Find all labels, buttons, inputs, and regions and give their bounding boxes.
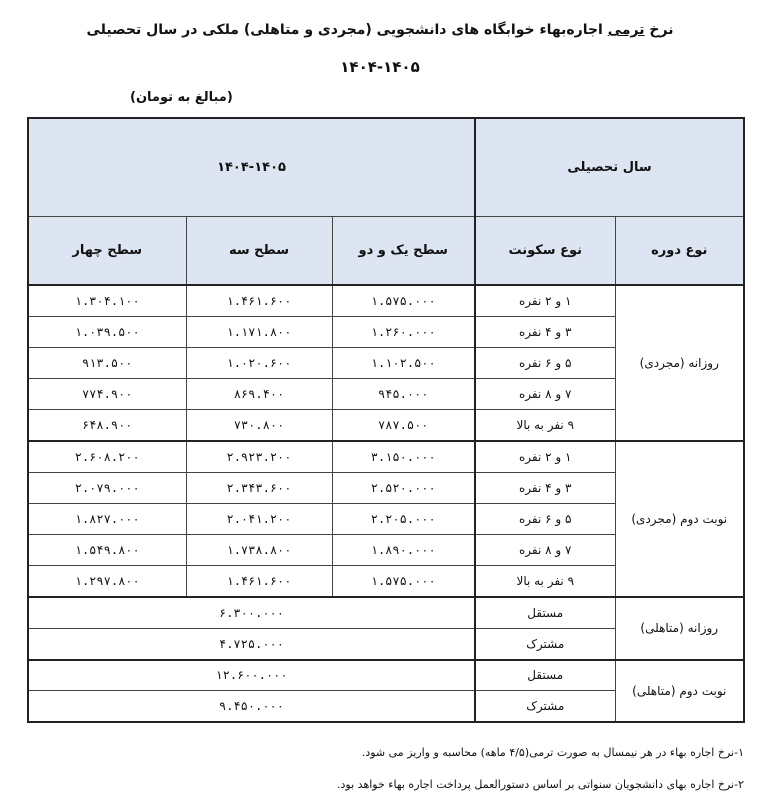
cell-level-4: ۲.۶۰۸.۲۰۰ — [28, 441, 186, 472]
cell-level-3: ۱.۴۶۱.۶۰۰ — [186, 566, 332, 597]
cell-occupancy: ۹ نفر به بالا — [475, 410, 615, 441]
cell-occupancy: ۱ و ۲ نفره — [475, 285, 615, 316]
cell-level-3: ۲.۹۲۳.۲۰۰ — [186, 441, 332, 472]
cell-level-4: ۷۷۴.۹۰۰ — [28, 379, 186, 410]
cell-married-value: ۴.۷۲۵.۰۰۰ — [28, 628, 475, 659]
header-year: ۱۴۰۴-۱۴۰۵ — [28, 118, 475, 217]
table-row — [28, 597, 744, 628]
group-day-single — [28, 285, 744, 441]
cell-level-12: ۱.۵۷۵.۰۰۰ — [332, 285, 475, 316]
page-title: نرخ ترمی اجاره‌بهاء خوابگاه های دانشجویی (مجردی و متاهلی) ملکی در سال تحصیلی — [86, 22, 674, 38]
cell-married-value: ۶.۳۰۰.۰۰۰ — [28, 597, 475, 628]
cell-level-4: ۱.۰۳۹.۵۰۰ — [28, 316, 186, 347]
cell-occupancy: ۳ و ۴ نفره — [475, 472, 615, 503]
cell-occupancy: مشترک — [475, 628, 615, 659]
table-row — [28, 285, 744, 316]
col-header-level-3: سطح سه — [186, 217, 332, 285]
currency-unit-note: (مبالغ به تومان) — [130, 90, 233, 105]
col-header-level-12: سطح یک و دو — [332, 217, 475, 285]
cell-level-3: ۲.۳۴۳.۶۰۰ — [186, 472, 332, 503]
footnote-2: ۲-نرخ اجاره بهای دانشجویان سنواتی بر اساس دستورالعمل پرداخت اجاره بهاء خواهد بود. — [337, 778, 744, 791]
group-evening-single — [28, 441, 744, 597]
cell-level-3: ۱.۰۲۰.۶۰۰ — [186, 348, 332, 379]
cell-level-12: ۷۸۷.۵۰۰ — [332, 410, 475, 441]
cell-level-3: ۷۳۰.۸۰۰ — [186, 410, 332, 441]
table-row — [28, 441, 744, 472]
cell-occupancy: ۳ و ۴ نفره — [475, 316, 615, 347]
col-header-course-type: نوع دوره — [615, 217, 744, 285]
cell-level-4: ۱.۳۰۴.۱۰۰ — [28, 285, 186, 316]
cell-level-4: ۱.۸۲۷.۰۰۰ — [28, 504, 186, 535]
cell-occupancy: ۱ و ۲ نفره — [475, 441, 615, 472]
cell-level-4: ۱.۵۴۹.۸۰۰ — [28, 535, 186, 566]
cell-level-12: ۲.۵۲۰.۰۰۰ — [332, 472, 475, 503]
cell-occupancy: ۷ و ۸ نفره — [475, 379, 615, 410]
cell-course-type: نوبت دوم (مجردی) — [615, 441, 744, 597]
cell-occupancy: ۵ و ۶ نفره — [475, 504, 615, 535]
cell-level-4: ۱.۲۹۷.۸۰۰ — [28, 566, 186, 597]
cell-course-type: روزانه (مجردی) — [615, 285, 744, 441]
table-row — [28, 660, 744, 691]
cell-level-12: ۱.۵۷۵.۰۰۰ — [332, 566, 475, 597]
cell-course-type: روزانه (متاهلی) — [615, 597, 744, 659]
cell-level-4: ۹۱۳.۵۰۰ — [28, 348, 186, 379]
cell-level-3: ۱.۱۷۱.۸۰۰ — [186, 316, 332, 347]
cell-level-4: ۶۴۸.۹۰۰ — [28, 410, 186, 441]
cell-married-value: ۱۲.۶۰۰.۰۰۰ — [28, 660, 475, 691]
cell-level-3: ۱.۴۶۱.۶۰۰ — [186, 285, 332, 316]
col-header-level-4: سطح چهار — [28, 217, 186, 285]
cell-level-3: ۱.۷۳۸.۸۰۰ — [186, 535, 332, 566]
cell-occupancy: ۷ و ۸ نفره — [475, 535, 615, 566]
cell-course-type: نوبت دوم (متاهلی) — [615, 660, 744, 722]
cell-level-12: ۲.۲۰۵.۰۰۰ — [332, 504, 475, 535]
cell-married-value: ۹.۴۵۰.۰۰۰ — [28, 691, 475, 722]
group-day-married — [28, 597, 744, 659]
group-evening-married — [28, 660, 744, 722]
cell-level-12: ۱.۲۶۰.۰۰۰ — [332, 316, 475, 347]
cell-occupancy: مستقل — [475, 660, 615, 691]
page-year: ۱۴۰۴-۱۴۰۵ — [340, 58, 420, 76]
cell-level-12: ۹۴۵.۰۰۰ — [332, 379, 475, 410]
cell-level-4: ۲.۰۷۹.۰۰۰ — [28, 472, 186, 503]
footnote-1: ۱-نرخ اجاره بهاء در هر نیمسال به صورت ترمی(۴/۵ ماهه) محاسبه و واریز می شود. — [361, 746, 744, 759]
cell-occupancy: ۵ و ۶ نفره — [475, 348, 615, 379]
cell-occupancy: ۹ نفر به بالا — [475, 566, 615, 597]
cell-occupancy: مستقل — [475, 597, 615, 628]
rent-table — [27, 117, 745, 723]
cell-occupancy: مشترک — [475, 691, 615, 722]
header-academic-year: سال تحصیلی — [475, 118, 744, 217]
cell-level-3: ۸۶۹.۴۰۰ — [186, 379, 332, 410]
cell-level-12: ۳.۱۵۰.۰۰۰ — [332, 441, 475, 472]
cell-level-12: ۱.۱۰۲.۵۰۰ — [332, 348, 475, 379]
cell-level-12: ۱.۸۹۰.۰۰۰ — [332, 535, 475, 566]
col-header-occupancy: نوع سکونت — [475, 217, 615, 285]
cell-level-3: ۲.۰۴۱.۲۰۰ — [186, 504, 332, 535]
